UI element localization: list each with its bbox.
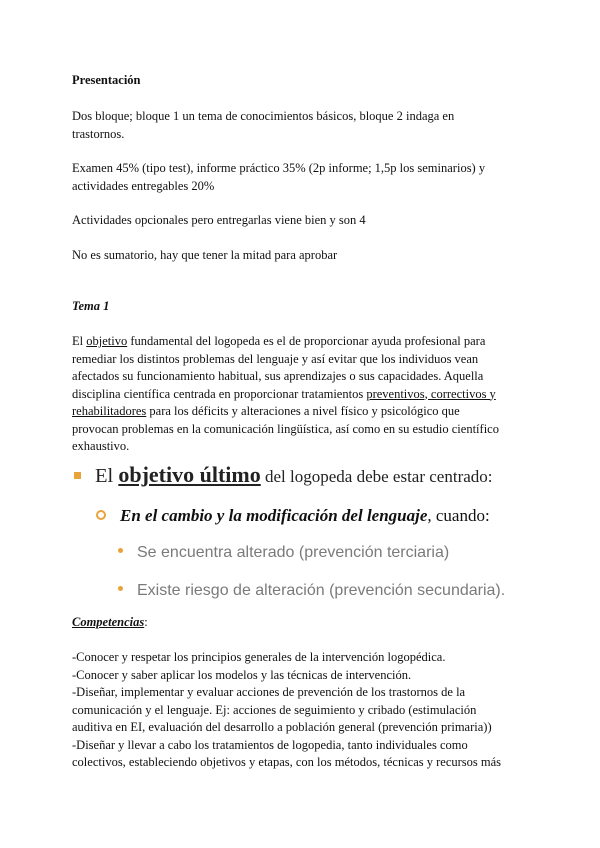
list-item: -Conocer y saber aplicar los modelos y las técnicas de intervención. (72, 667, 412, 682)
list-item: comunicación y el lenguaje. Ej: acciones de seguimiento y cribado (estimulación (72, 702, 477, 717)
text-line: remediar los distintos problemas del lenguaje y así evitar que los individuos vean (72, 351, 479, 366)
text-line: exhaustivo. (72, 439, 130, 453)
list-item: auditiva en EI, evaluación del desarrollo a población general (prevención primaria)) (72, 720, 492, 734)
underlined-term: rehabilitadores (72, 404, 147, 418)
paragraph-tema-1 (72, 333, 522, 456)
text-line: Examen 45% (tipo test), informe práctico 35% (2p informe; 1,5p los seminarios) y (72, 161, 486, 175)
paragraph-actividades: Actividades opcionales pero entregarlas viene bien y son 4 (72, 213, 366, 227)
slide-line-cambio: En el cambio y la modificación del lenguaje, cuando: (96, 506, 490, 526)
text-line: El objetivo fundamental del logopeda es el de proporcionar ayuda profesional para (72, 334, 486, 348)
circle-bullet-icon (96, 510, 106, 520)
paragraph-bloques (72, 108, 522, 143)
heading-tema-1: Tema 1 (72, 299, 110, 313)
underlined-term: preventivos, correctivos y (366, 386, 496, 401)
heading-presentacion: Presentación (72, 73, 141, 87)
heading-competencias: Competencias: (72, 615, 148, 629)
underlined-term: objetivo (86, 334, 128, 348)
list-item: -Conocer y respetar los principios generales de la intervención logopédica. (72, 650, 446, 664)
paragraph-examen (72, 160, 522, 195)
paragraph-sumatorio: No es sumatorio, hay que tener la mitad para aprobar (72, 248, 338, 262)
slide-bullet-secundaria: Existe riesgo de alteración (prevención secundaria). (118, 582, 505, 600)
slide-emphasis: En el cambio y la modificación del lenguaje (120, 506, 428, 525)
list-item: -Diseñar, implementar y evaluar acciones de prevención de los trastornos de la (72, 685, 466, 699)
list-item: colectivos, estableciendo objetivos y etapas, con los métodos, técnicas y recursos más (72, 755, 502, 769)
paragraph-competencias (72, 649, 522, 772)
text-line: actividades entregables 20% (72, 178, 215, 193)
text-line: Dos bloque; bloque 1 un tema de conocimientos básicos, bloque 2 indaga en (72, 109, 455, 123)
dot-bullet-icon (118, 586, 123, 591)
list-item: -Diseñar y llevar a cabo los tratamientos de logopedia, tanto individuales como (72, 737, 468, 752)
text-line: disciplina científica centrada en proporcionar tratamientos preventivos, correctivos y (72, 386, 496, 401)
slide-bullet-terciaria: Se encuentra alterado (prevención terciaria) (118, 544, 449, 562)
text-line: provocan problemas en la comunicación lingüística, así como en su estudio científico (72, 421, 499, 436)
text-line: afectados su funcionamiento habitual, sus aprendizajes o sus capacidades. Aquella (72, 369, 484, 383)
dot-bullet-icon (118, 548, 123, 553)
square-bullet-icon (74, 472, 81, 479)
text-line: trastornos. (72, 126, 125, 141)
embedded-slide-image (60, 456, 540, 612)
text-line: rehabilitadores para los déficits y alteraciones a nivel físico y psicológico que (72, 404, 460, 418)
slide-emphasis: objetivo último (118, 462, 261, 487)
slide-line-objetivo: El objetivo último del logopeda debe estar centrado: (74, 462, 493, 488)
